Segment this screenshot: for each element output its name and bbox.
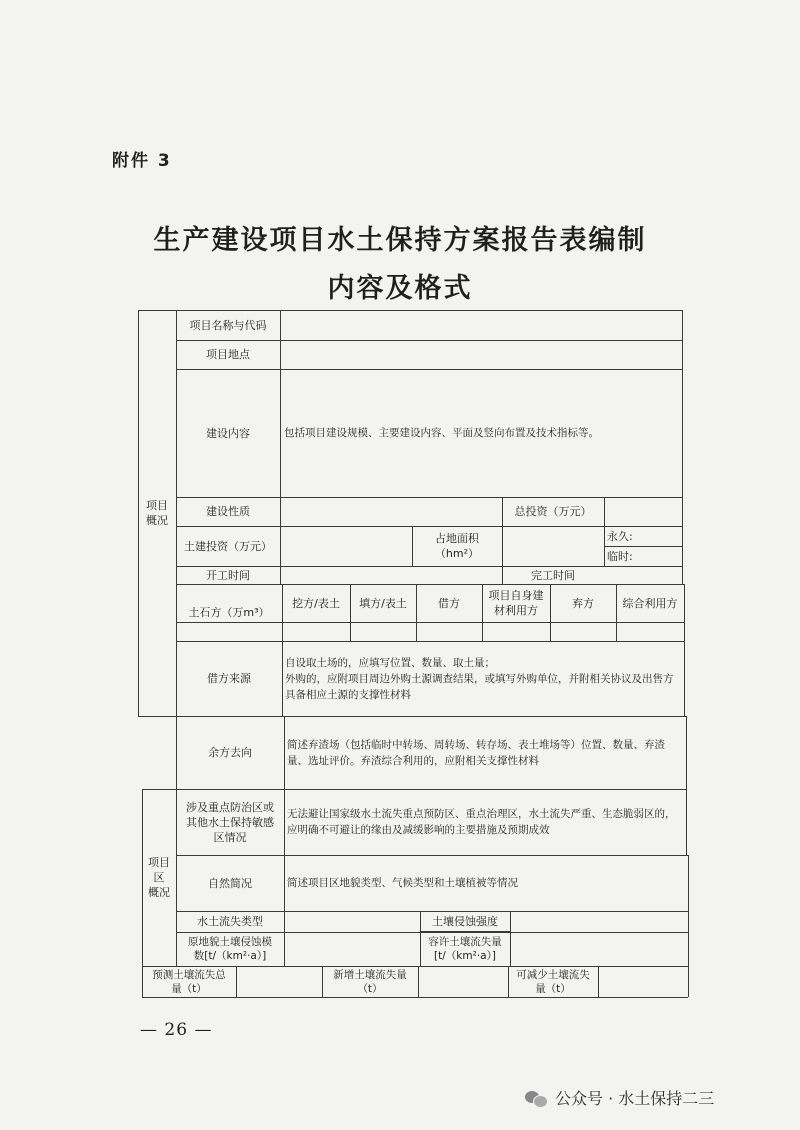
label-nature: 建设性质 — [206, 505, 250, 518]
label-sensitive-area: 涉及重点防治区或 其他水土保持敏感 区情况 — [186, 800, 274, 844]
header-fill: 填方/表土 — [359, 596, 407, 610]
label-total-investment: 总投资（万元） — [514, 505, 592, 518]
desc-sensitive-area: 无法避让国家级水土流失重点预防区、重点治理区，水土流失严重、生态脆弱区的，应明确不可避让的缘由及减缓影响的主要措施及预期成效 — [287, 808, 676, 836]
desc-borrow-source: 自设取土场的，应填写位置、数量、取土量； 外购的，应附项目周边外购土源调查结果，或填写外购单位，并附相关协议及出售方具备相应土源的支撑性材料 — [285, 656, 674, 701]
label-predicted-total: 预测土壤流失总 量（t） — [152, 968, 226, 995]
label-start-time: 开工时间 — [206, 568, 250, 582]
label-new-loss: 新增土壤流失量 （t） — [333, 968, 407, 995]
input-name-code[interactable] — [281, 311, 682, 340]
section-area-overview: 项目区 概况 — [148, 856, 170, 899]
label-natural: 自然简况 — [208, 876, 252, 890]
label-borrow-source: 借方来源 — [207, 672, 251, 685]
page-number: — 26 — — [140, 1020, 213, 1040]
desc-natural: 简述项目区地貌类型、气候类型和土壤植被等情况 — [287, 877, 518, 889]
label-name-code: 项目名称与代码 — [189, 318, 267, 332]
header-reuse: 综合利用方 — [622, 596, 678, 610]
label-allowable-loss: 容许土壤流失量 [t/（km²·a）] — [428, 935, 502, 962]
label-erosion-intensity: 土壤侵蚀强度 — [432, 914, 498, 928]
label-civil-investment: 土建投资（万元） — [184, 539, 272, 553]
document-title-line1: 生产建设项目水土保持方案报告表编制 — [153, 225, 647, 256]
header-borrow: 借方 — [438, 596, 460, 610]
desc-surplus: 简述弃渣场（包括临时中转场、周转场、转存场、表土堆场等）位置、数量、弃渣量、选址评价。弃渣综合利用的，应附相关支撑性材料 — [287, 738, 665, 767]
header-self-use: 项目自身建 材利用方 — [488, 589, 544, 617]
label-reducible-loss: 可减少土壤流失 量（t） — [516, 968, 590, 995]
input-location[interactable] — [281, 341, 682, 369]
desc-content: 包括项目建设规模、主要建设内容、平面及竖向布置及技术指标等。 — [284, 427, 599, 439]
wechat-icon — [525, 1089, 547, 1107]
label-earthwork: 土石方（万m³） — [188, 606, 270, 619]
document-title-line2: 内容及格式 — [327, 273, 473, 304]
watermark — [525, 1086, 714, 1109]
label-end-time: 完工时间 — [531, 568, 575, 582]
label-location: 项目地点 — [206, 348, 250, 361]
label-erosion-type: 水土流失类型 — [197, 915, 263, 928]
header-waste: 弃方 — [572, 596, 594, 610]
label-content: 建设内容 — [206, 426, 250, 440]
annex-label: 附件 3 — [112, 151, 172, 171]
watermark-text: 公众号 · 水土保持二三 — [555, 1089, 715, 1108]
label-temporary: 临时: — [607, 549, 633, 563]
label-surplus: 余方去向 — [208, 746, 252, 759]
label-land-area: 占地面积 （hm²） — [434, 532, 480, 560]
label-permanent: 永久: — [607, 529, 633, 543]
header-excavation: 挖方/表土 — [292, 596, 340, 610]
section-project-overview: 项目 概况 — [146, 499, 168, 527]
label-original-modulus: 原地貌土壤侵蚀模 数[t/（km²·a）] — [188, 936, 272, 962]
